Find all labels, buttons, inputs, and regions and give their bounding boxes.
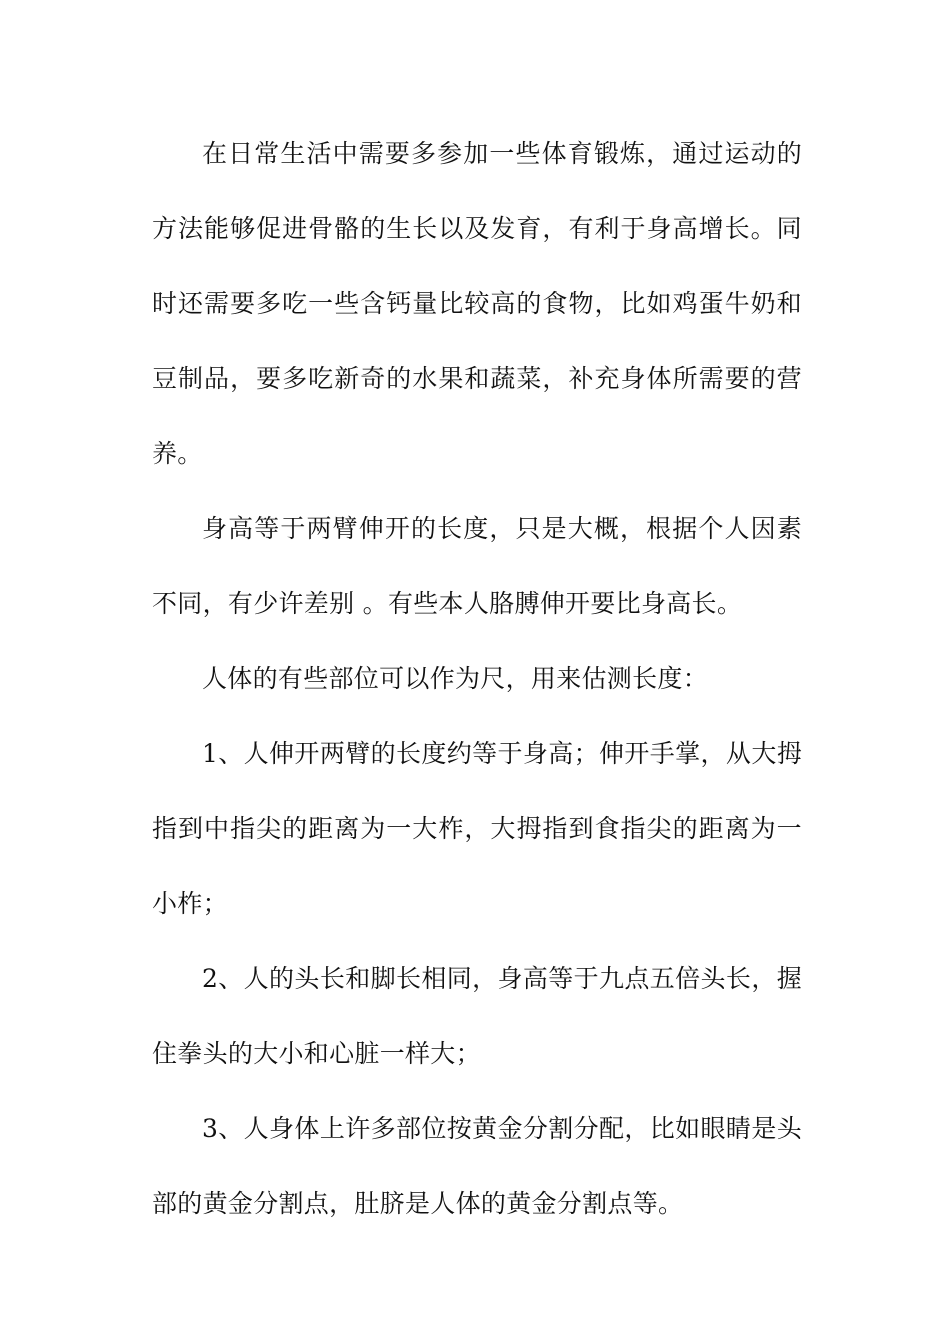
list-item-1: 1、人伸开两臂的长度约等于身高；伸开手掌，从大拇指到中指尖的距离为一大柞，大拇指到食指尖的距离为一小柞； bbox=[152, 739, 802, 918]
list-item-2: 2、人的头长和脚长相同，身高等于九点五倍头长，握住拳头的大小和心脏一样大； bbox=[152, 964, 802, 1068]
paragraph-body-as-ruler: 人体的有些部位可以作为尺，用来估测长度： bbox=[202, 664, 709, 693]
paragraph-exercise-nutrition: 在日常生活中需要多参加一些体育锻炼，通过运动的方法能够促进骨骼的生长以及发育，有利于身高增长。同时还需要多吃一些含钙量比较高的食物，比如鸡蛋牛奶和豆制品，要多吃新奇的水果和蔬菜，补充身体所需要的营养。 bbox=[152, 139, 802, 468]
list-item-3: 3、人身体上许多部位按黄金分割分配，比如眼睛是头部的黄金分割点，肚脐是人体的黄金分割点等。 bbox=[152, 1114, 802, 1218]
paragraph-arm-span-height: 身高等于两臂伸开的长度，只是大概，根据个人因素不同，有少许差别 。有些本人胳膊伸开要比身高长。 bbox=[152, 514, 802, 618]
